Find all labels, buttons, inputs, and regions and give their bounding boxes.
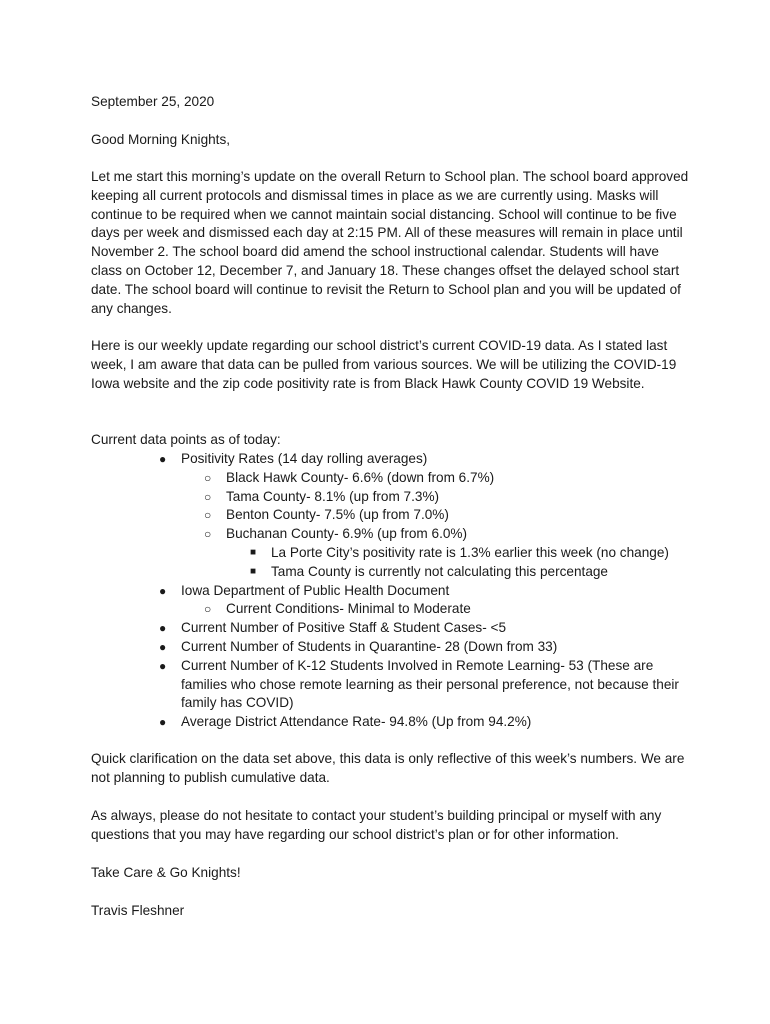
list-item-text: Current Conditions- Minimal to Moderate xyxy=(226,601,471,617)
circle-bullet-icon: ○ xyxy=(204,508,212,523)
list-item xyxy=(250,563,691,582)
list-item-text: Black Hawk County- 6.6% (down from 6.7%) xyxy=(226,469,495,485)
square-bullet-icon: ■ xyxy=(250,546,257,558)
list-item xyxy=(159,638,691,657)
paragraph-clarification: Quick clarification on the data set above, this data is only reflective of this week’s numbers. We are not planning to publish cumulative data. xyxy=(91,751,685,785)
list-item xyxy=(250,544,691,563)
list-item-text: Iowa Department of Public Health Document xyxy=(181,582,450,598)
list-item xyxy=(204,525,691,581)
circle-bullet-icon: ○ xyxy=(204,527,212,542)
circle-bullet-icon: ○ xyxy=(204,602,212,617)
list-item-text: Current Number of Students in Quarantine- 28 (Down from 33) xyxy=(181,638,558,654)
positivity-sublist xyxy=(181,469,691,582)
list-item-text: Average District Attendance Rate- 94.8% (Up from 94.2%) xyxy=(181,714,532,730)
bullet-icon: ● xyxy=(159,715,167,730)
paragraph-covid-data: Here is our weekly update regarding our school district’s current COVID-19 data. As I stated last week, I am aware that data can be pulled from various sources. We will be utilizing the COVID-19 Iowa website and the zip code positivity rate is from Black Hawk County COVID 19 Website. xyxy=(91,338,677,391)
letter-date: September 25, 2020 xyxy=(91,94,215,109)
bullet-icon: ● xyxy=(159,639,167,654)
bullet-icon: ● xyxy=(159,583,167,598)
list-item-text: Current Number of K-12 Students Involved in Remote Learning- 53 (These are families who chose remote learning as their personal preference, not because their family has COVID) xyxy=(181,657,679,711)
letter-greeting: Good Morning Knights, xyxy=(91,132,231,147)
list-item xyxy=(204,469,691,488)
list-item xyxy=(204,600,691,619)
list-item xyxy=(159,657,691,713)
list-item-text: Current Number of Positive Staff & Student Cases- <5 xyxy=(181,620,507,636)
square-bullet-icon: ■ xyxy=(250,565,257,577)
bullet-icon: ● xyxy=(159,621,167,636)
list-item xyxy=(159,582,691,620)
list-item xyxy=(204,506,691,525)
list-item xyxy=(204,488,691,507)
bullet-icon: ● xyxy=(159,658,167,673)
data-points-heading: Current data points as of today: xyxy=(91,432,281,447)
iowa-dph-sublist xyxy=(181,600,691,619)
letter-closing: Take Care & Go Knights! xyxy=(91,865,241,880)
list-item-text: La Porte City’s positivity rate is 1.3% earlier this week (no change) xyxy=(271,544,669,560)
list-item xyxy=(159,713,691,732)
list-item xyxy=(159,450,691,582)
list-item-text: Buchanan County- 6.9% (up from 6.0%) xyxy=(226,526,468,542)
list-item-text: Tama County- 8.1% (up from 7.3%) xyxy=(226,488,440,504)
letter-signature: Travis Fleshner xyxy=(91,903,185,918)
buchanan-sublist xyxy=(226,544,691,582)
data-points-list xyxy=(159,450,691,732)
list-item-text: Tama County is currently not calculating this percentage xyxy=(271,563,608,579)
list-item-text: Positivity Rates (14 day rolling averages) xyxy=(181,451,428,466)
list-item xyxy=(159,619,691,638)
circle-bullet-icon: ○ xyxy=(204,470,212,485)
paragraph-return-to-school: Let me start this morning’s update on the overall Return to School plan. The school board approved keeping all current protocols and dismissal times in place as we are currently using. Masks will continue to be required when we cannot maintain social distancing. School will continue to be five days per week and dismissed each day at 2:15 PM. All of these measures will remain in place until November 2. The school board did amend the school instructional calendar. Students will have class on October 12, December 7, and January 18. These changes offset the delayed school start date. The school board will continue to revisit the Return to School plan and you will be updated of any changes. xyxy=(91,169,689,316)
circle-bullet-icon: ○ xyxy=(204,489,212,504)
bullet-icon: ● xyxy=(159,452,167,466)
paragraph-contact: As always, please do not hesitate to contact your student’s building principal or myself with any questions that you may have regarding our school district’s plan or for other information. xyxy=(91,808,662,842)
list-item-text: Benton County- 7.5% (up from 7.0%) xyxy=(226,507,449,523)
